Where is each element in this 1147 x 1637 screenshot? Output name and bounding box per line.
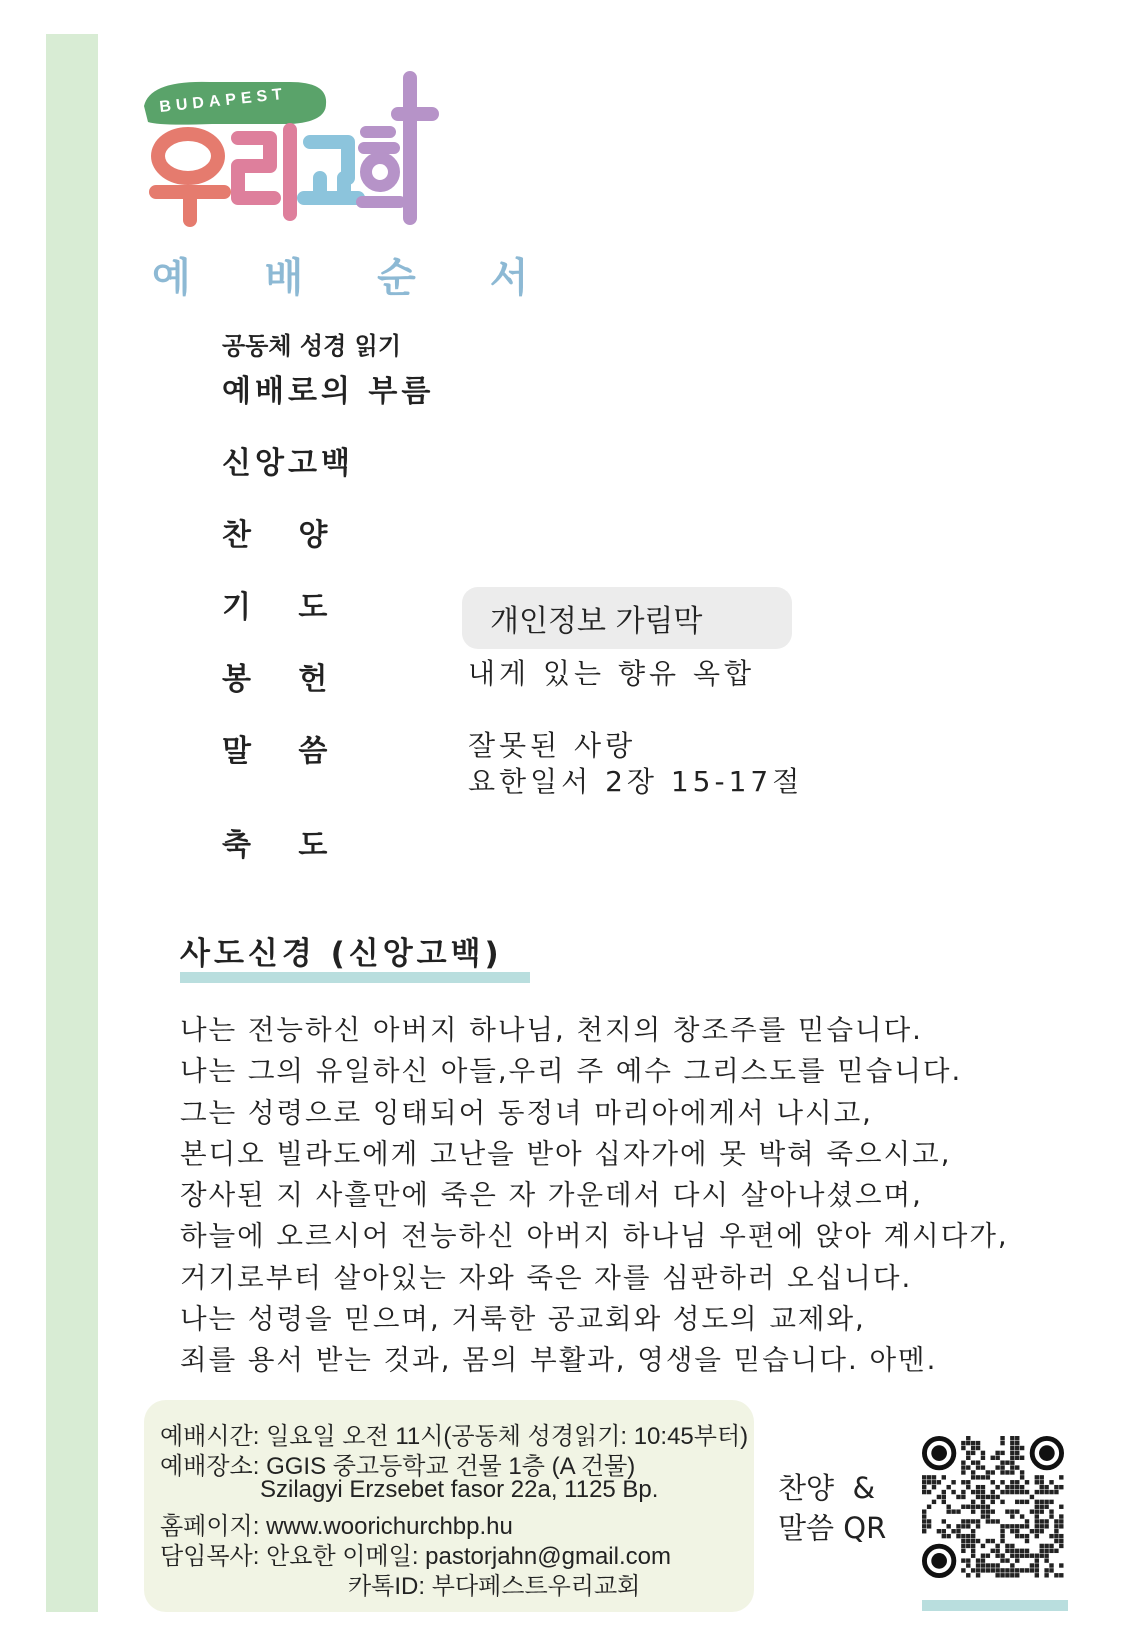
creed-line: 나는 전능하신 아버지 하나님, 천지의 창조주를 믿습니다. — [180, 1014, 923, 1046]
qr-underline — [922, 1600, 1068, 1611]
qr-label-line1: 찬양 & — [778, 1471, 876, 1505]
church-logo — [140, 68, 440, 238]
order-confession: 신앙고백 — [222, 446, 354, 481]
creed-underline — [180, 972, 530, 983]
side-decorative-bar — [46, 34, 98, 1612]
qr-label-line2: 말씀 QR — [778, 1511, 887, 1545]
creed-line: 나는 성령을 믿으며, 거룩한 공교회와 성도의 교제와, — [180, 1303, 866, 1336]
order-sermon: 말 씀 — [222, 734, 332, 769]
creed-line: 장사된 지 사흘만에 죽은 자 가운데서 다시 살아나셨으며, — [180, 1179, 923, 1212]
order-praise: 찬 양 — [222, 518, 332, 553]
bulletin-subtitle: 예 배 순 서 — [152, 255, 559, 301]
creed-line: 죄를 용서 받는 것과, 몸의 부활과, 영생을 믿습니다. 아멘. — [180, 1344, 938, 1377]
order-call-to-worship: 예배로의 부름 — [222, 374, 435, 409]
creed-line: 거기로부터 살아있는 자와 죽은 자를 심판하러 오십니다. — [180, 1261, 913, 1294]
info-kakao: 카톡ID: 부다페스트우리교회 — [348, 1573, 641, 1600]
church-logo-graphic — [140, 68, 440, 238]
sermon-title: 잘못된 사랑 — [468, 729, 637, 762]
info-address: Szilagyi Erzsebet fasor 22a, 1125 Bp. — [260, 1476, 659, 1503]
creed-heading: 사도신경 (신앙고백) — [180, 936, 503, 972]
info-time: 예배시간: 일요일 오전 11시(공동체 성경읽기: 10:45부터) — [160, 1423, 749, 1450]
info-place: 예배장소: GGIS 중고등학교 건물 1층 (A 건물) — [160, 1453, 636, 1480]
order-offering: 봉 헌 — [222, 662, 332, 697]
creed-text — [180, 1010, 1009, 1382]
svg-text:BUDAPEST: BUDAPEST — [158, 85, 288, 116]
info-pastor: 담임목사: 안요한 이메일: pastorjahn@gmail.com — [160, 1543, 671, 1570]
intro-item: 공동체 성경 읽기 — [222, 332, 401, 360]
order-prayer: 기 도 — [222, 590, 332, 625]
order-benediction: 축 도 — [222, 828, 332, 863]
sermon-scripture: 요한일서 2장 15-17절 — [468, 765, 804, 798]
offering-song: 내게 있는 향유 옥합 — [468, 657, 756, 690]
creed-line: 나는 그의 유일하신 아들,우리 주 예수 그리스도를 믿습니다. — [180, 1055, 963, 1088]
privacy-mask: 개인정보 가림막 — [462, 587, 792, 649]
qr-code[interactable] — [922, 1436, 1064, 1578]
qr-code-graphic — [922, 1436, 1064, 1578]
creed-line: 그는 성령으로 잉태되어 동정녀 마리아에게서 나시고, — [180, 1096, 873, 1129]
creed-line: 하늘에 오르시어 전능하신 아버지 하나님 우편에 앉아 계시다가, — [180, 1220, 1009, 1253]
creed-line: 본디오 빌라도에게 고난을 받아 십자가에 못 박혀 죽으시고, — [180, 1137, 952, 1170]
info-homepage: 홈페이지: www.woorichurchbp.hu — [160, 1513, 513, 1540]
